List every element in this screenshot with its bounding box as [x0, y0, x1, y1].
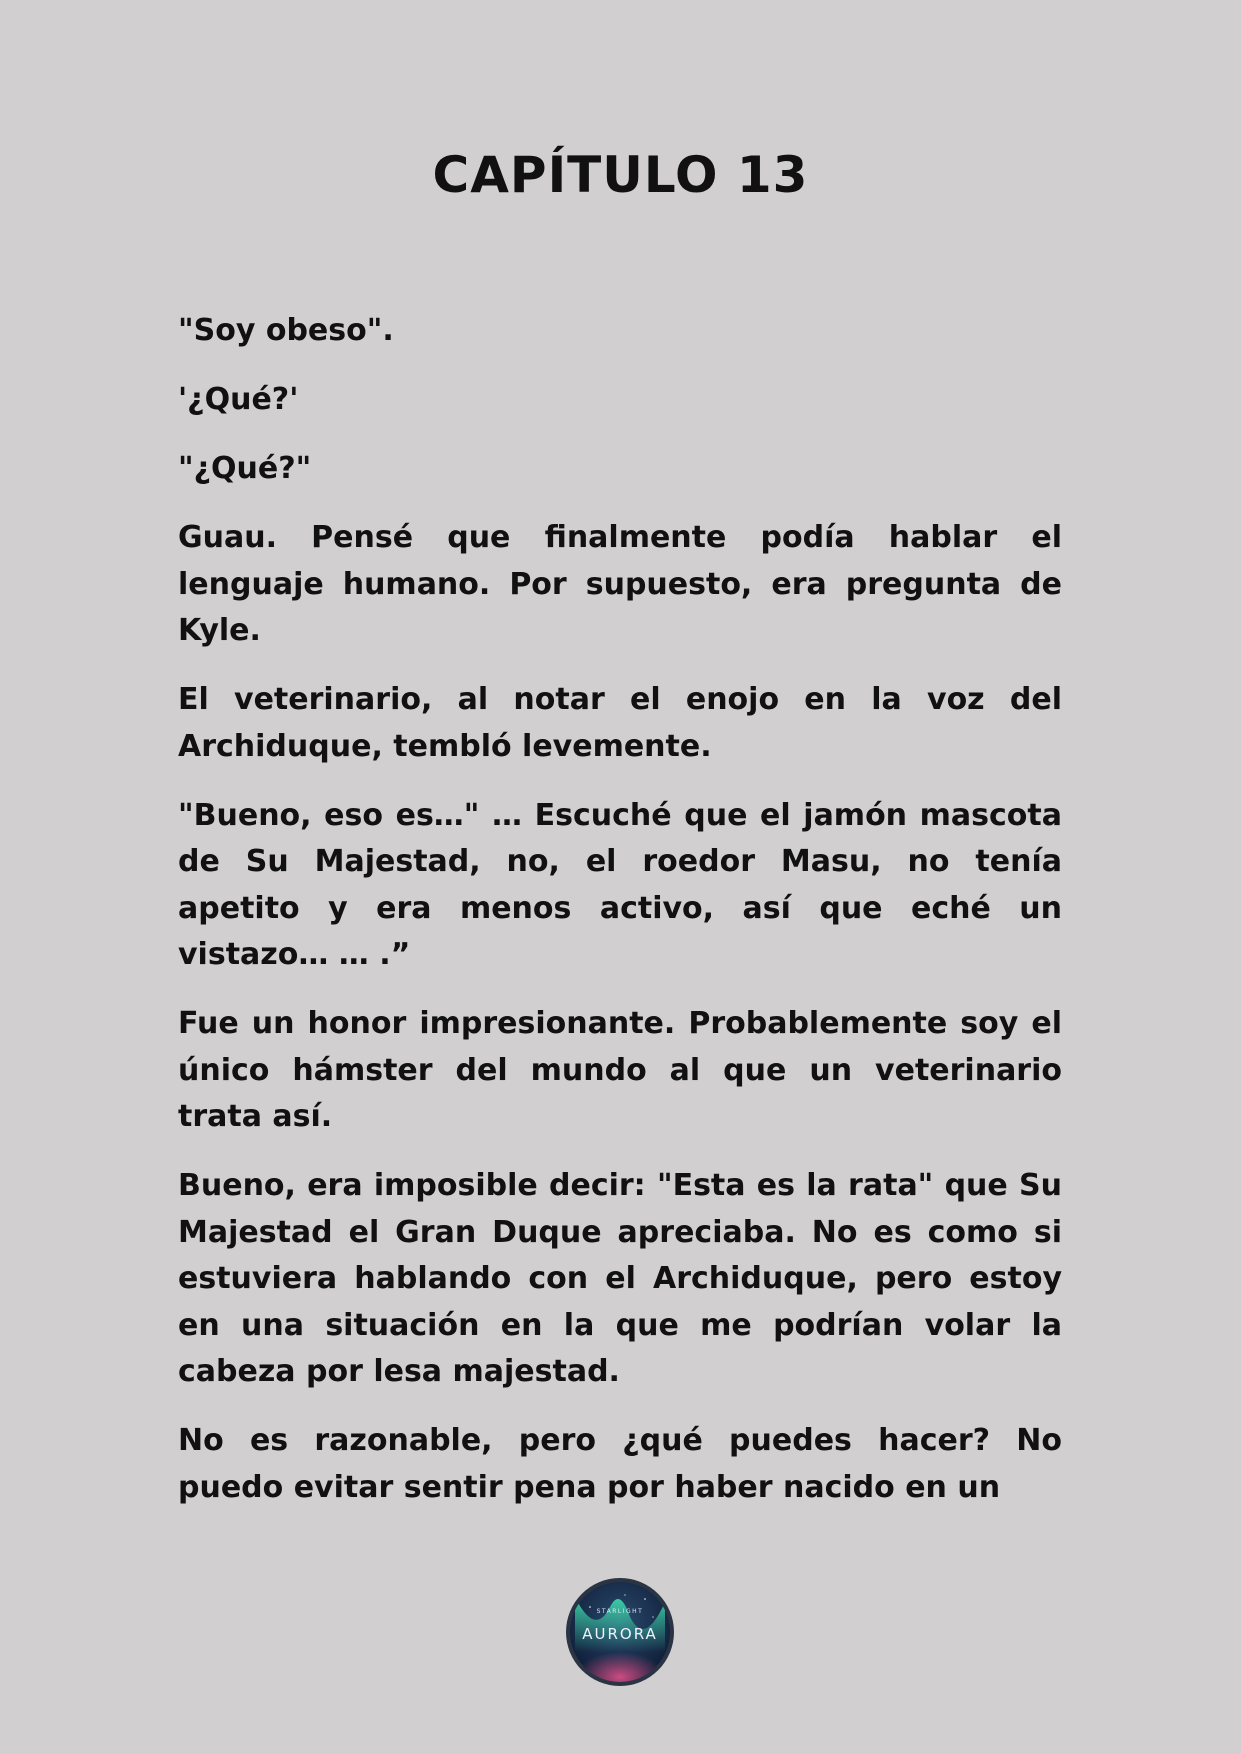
aurora-logo [565, 1577, 675, 1687]
paragraph: '¿Qué?' [178, 382, 299, 417]
paragraph: "¿Qué?" [178, 451, 312, 486]
chapter-body [178, 308, 1062, 1534]
paragraph: No es razonable, pero ¿qué puedes hacer? No puedo evitar sentir pena por haber nacido en un [178, 1423, 1062, 1505]
logo-name-text: AURORA [582, 1625, 658, 1643]
logo-top-text: STARLIGHT [596, 1608, 644, 1615]
paragraph: Fue un honor impresionante. Probablemente soy el único hámster del mundo al que un veterinario trata así. [178, 1006, 1062, 1134]
paragraph: Bueno, era imposible decir: "Esta es la rata" que Su Majestad el Gran Duque apreciaba. No es como si estuviera hablando con el Archiduque, pero estoy en una situación en la que me podrían volar la cabeza por lesa majestad. [178, 1168, 1062, 1389]
chapter-title: CAPÍTULO 13 [432, 146, 809, 204]
paragraph: "Bueno, eso es…" … Escuché que el jamón mascota de Su Majestad, no, el roedor Masu, no tenía apetito y era menos activo, así que eché un vistazo… … .” [178, 797, 1062, 972]
paragraph: El veterinario, al notar el enojo en la voz del Archiduque, tembló levemente. [178, 682, 1062, 764]
paragraph: "Soy obeso". [178, 313, 394, 348]
paragraph: Guau. Pensé que finalmente podía hablar el lenguaje humano. Por supuesto, era pregunta de Kyle. [178, 520, 1062, 648]
